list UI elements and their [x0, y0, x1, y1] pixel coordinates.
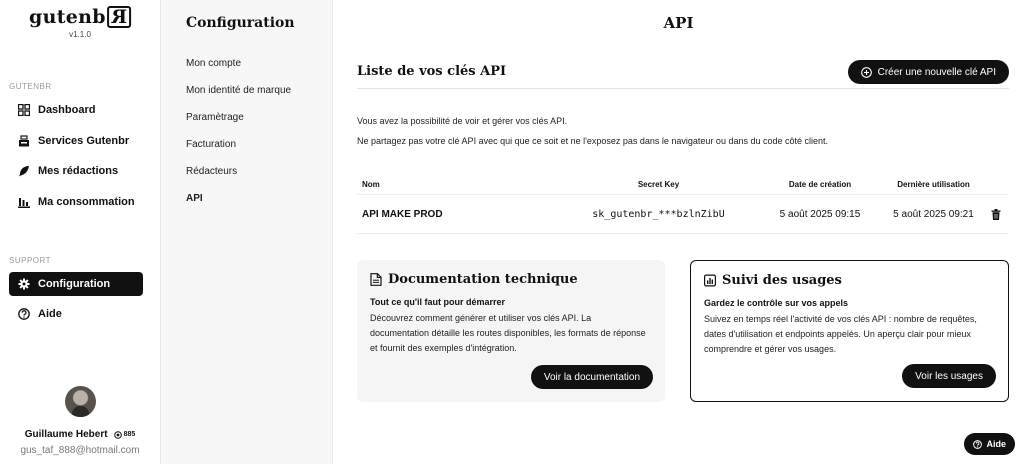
- gear-icon: [18, 278, 30, 290]
- help-button-label: Aide: [986, 439, 1006, 449]
- sidebar-item-consommation[interactable]: [9, 190, 143, 214]
- api-key-last-used: 5 août 2025 09:21: [893, 208, 974, 220]
- usage-card-title: Suivi des usages: [704, 273, 995, 288]
- trash-icon: [991, 209, 1001, 220]
- sidebar-item-configuration[interactable]: [9, 272, 143, 296]
- credits-value: 885: [123, 431, 136, 438]
- delete-api-key-button[interactable]: [985, 209, 1007, 220]
- credits-badge: [114, 431, 136, 439]
- view-documentation-button[interactable]: Voir la documentation: [531, 365, 653, 389]
- documentation-card-body: Découvrez comment générer et utiliser vos clés API. La documentation détaille les routes disponibles, les formats de réponse et fournit des exemples d'intégration.: [370, 313, 646, 353]
- api-key-name: API MAKE PROD: [362, 208, 443, 220]
- help-floating-button[interactable]: [964, 433, 1015, 455]
- documentation-card: [357, 260, 665, 402]
- cash-register-icon: [18, 135, 30, 147]
- coin-icon: [114, 431, 122, 439]
- sidebar-item-label: Aide: [38, 308, 62, 320]
- subnav-item-redacteurs[interactable]: Rédacteurs: [186, 166, 238, 177]
- usage-card: [690, 260, 1009, 402]
- logo[interactable]: [0, 0, 160, 39]
- config-subnav: [161, 0, 333, 464]
- documentation-card-title: Documentation technique: [370, 272, 652, 287]
- plus-circle-icon: [861, 67, 872, 78]
- question-circle-icon: [18, 308, 30, 320]
- subnav-item-identite-marque[interactable]: Mon identité de marque: [186, 85, 292, 96]
- section-label-support: SUPPORT: [9, 256, 52, 265]
- sidebar-item-redactions[interactable]: [9, 159, 143, 183]
- user-name: Guillaume Hebert: [24, 429, 108, 440]
- main-content: [333, 0, 1024, 464]
- sidebar-item-label: Ma consommation: [38, 196, 135, 208]
- sidebar-item-dashboard[interactable]: [9, 98, 143, 122]
- logo-text: gutenb R: [0, 6, 160, 28]
- grid-icon: [18, 104, 30, 116]
- api-keys-list-title: Liste de vos clés API: [357, 64, 507, 79]
- page-title: API: [663, 14, 694, 32]
- documentation-card-subtitle: Tout ce qu'il faut pour démarrer: [370, 297, 505, 307]
- question-circle-icon: [973, 440, 982, 449]
- header-derniere-utilisation: Dernière utilisation: [897, 179, 970, 189]
- create-api-key-button[interactable]: [848, 60, 1009, 84]
- chart-icon: [704, 274, 716, 287]
- bar-chart-icon: [18, 196, 30, 208]
- feather-icon: [18, 165, 30, 177]
- subnav-item-mon-compte[interactable]: Mon compte: [186, 58, 242, 69]
- sidebar-item-label: Mes rédactions: [38, 165, 119, 177]
- document-icon: [370, 273, 382, 286]
- user-profile[interactable]: [0, 386, 160, 456]
- api-key-created: 5 août 2025 09:15: [779, 208, 861, 220]
- table-row: [357, 195, 1009, 234]
- view-usage-button[interactable]: Voir les usages: [902, 364, 996, 388]
- sidebar-item-label: Dashboard: [38, 104, 96, 116]
- api-keys-table: [357, 174, 1009, 234]
- table-header: [357, 174, 1009, 195]
- sidebar: [0, 0, 161, 464]
- avatar: [65, 386, 96, 417]
- app-version: v1.1.0: [69, 30, 91, 39]
- user-email: gus_taf_888@hotmail.com: [20, 445, 140, 456]
- description-line-2: Ne partagez pas votre clé API avec qui que ce soit et ne l'exposez pas dans le navigateur ou dans du code côté client.: [357, 136, 829, 146]
- sidebar-item-label: Configuration: [38, 278, 111, 290]
- api-key-secret: sk_gutenbr_***bzlnZibU: [592, 208, 725, 220]
- divider: [357, 88, 1009, 89]
- sidebar-item-services[interactable]: [9, 129, 143, 153]
- logo-mark: R: [107, 6, 131, 28]
- header-secret-key: Secret Key: [637, 179, 680, 189]
- section-label-main: GUTENBR: [9, 82, 52, 91]
- sidebar-item-label: Services Gutenbr: [38, 135, 130, 147]
- description-line-1: Vous avez la possibilité de voir et gérer vos clés API.: [357, 116, 568, 126]
- user-name-row: [25, 429, 136, 440]
- header-date-creation: Date de création: [788, 179, 852, 189]
- usage-card-body: Suivez en temps réel l'activité de vos clés API : nombre de requêtes, dates d'utilisation et endpoints appelés. Un aperçu clair pour mieux comprendre et gérer vos usages.: [704, 314, 977, 354]
- usage-card-subtitle: Gardez le contrôle sur vos appels: [704, 298, 849, 308]
- subnav-title: Configuration: [186, 15, 295, 31]
- sidebar-item-aide[interactable]: [9, 302, 143, 326]
- subnav-item-facturation[interactable]: Facturation: [186, 139, 237, 150]
- header-nom: Nom: [362, 179, 380, 189]
- subnav-item-parametrage[interactable]: Paramètrage: [186, 112, 244, 123]
- create-api-key-label: Créer une nouvelle clé API: [877, 66, 996, 78]
- subnav-item-api[interactable]: API: [186, 193, 203, 204]
